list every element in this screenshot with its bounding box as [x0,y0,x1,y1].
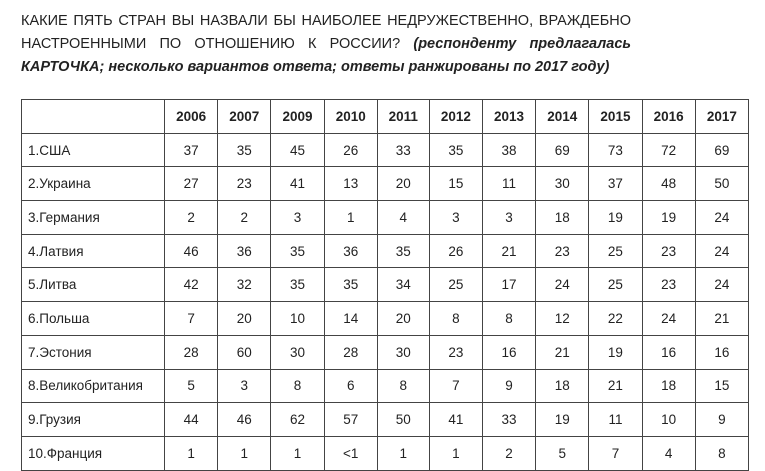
value-cell: 28 [165,335,218,369]
value-cell: 3 [271,201,324,235]
value-cell: 19 [589,201,642,235]
value-cell: 12 [536,302,589,336]
value-cell: 21 [589,369,642,403]
value-cell: 50 [377,403,429,437]
question-note: (респонденту предлагалась КАРТОЧКА; несколько вариантов ответа; ответы ранжированы по 2017 году) [21,36,631,75]
value-cell: 1 [271,436,324,470]
value-cell: 10 [271,302,324,336]
value-cell: 8 [271,369,324,403]
value-cell: 5 [536,436,589,470]
value-cell: 26 [324,133,377,167]
value-cell: 13 [324,167,377,201]
table-row [22,133,749,167]
value-cell: 11 [589,403,642,437]
value-cell: 9 [695,403,748,437]
value-cell: 21 [482,234,535,268]
year-header: 2015 [589,100,642,134]
value-cell: 1 [377,436,429,470]
value-cell: 2 [165,201,218,235]
country-cell: 2.Украина [22,167,165,201]
table-row [22,302,749,336]
value-cell: 69 [536,133,589,167]
value-cell: 41 [271,167,324,201]
value-cell: 15 [695,369,748,403]
value-cell: 46 [218,403,271,437]
value-cell: 19 [642,201,695,235]
table-row [22,234,749,268]
value-cell: 35 [324,268,377,302]
year-header: 2014 [536,100,589,134]
value-cell: 30 [377,335,429,369]
value-cell: 18 [642,369,695,403]
value-cell: 27 [165,167,218,201]
value-cell: 2 [482,436,535,470]
value-cell: 48 [642,167,695,201]
value-cell: 1 [324,201,377,235]
value-cell: 3 [482,201,535,235]
value-cell: 10 [642,403,695,437]
value-cell: 19 [589,335,642,369]
value-cell: 25 [589,268,642,302]
year-header: 2013 [482,100,535,134]
year-header: 2017 [695,100,748,134]
country-cell: 4.Латвия [22,234,165,268]
results-table [21,99,749,471]
value-cell: 35 [271,234,324,268]
year-header: 2007 [218,100,271,134]
value-cell: 24 [642,302,695,336]
year-header: 2009 [271,100,324,134]
value-cell: 21 [695,302,748,336]
survey-question [21,10,631,79]
value-cell: 24 [695,234,748,268]
country-cell: 8.Великобритания [22,369,165,403]
value-cell: 26 [429,234,482,268]
value-cell: 25 [429,268,482,302]
value-cell: 20 [377,302,429,336]
value-cell: 36 [324,234,377,268]
value-cell: 16 [482,335,535,369]
question-text: КАКИЕ ПЯТЬ СТРАН ВЫ НАЗВАЛИ БЫ НАИБОЛЕЕ НЕДРУЖЕСТВЕННО, ВРАЖДЕБНО НАСТРОЕННЫМИ ПО ОТНОШЕНИЮ К РОССИИ? [21,13,631,52]
value-cell: 23 [642,268,695,302]
value-cell: 8 [695,436,748,470]
value-cell: <1 [324,436,377,470]
year-header: 2016 [642,100,695,134]
value-cell: 22 [589,302,642,336]
country-cell: 6.Польша [22,302,165,336]
value-cell: 24 [536,268,589,302]
table-row [22,436,749,470]
value-cell: 33 [482,403,535,437]
table-row [22,369,749,403]
value-cell: 7 [165,302,218,336]
value-cell: 9 [482,369,535,403]
value-cell: 23 [642,234,695,268]
value-cell: 3 [429,201,482,235]
value-cell: 42 [165,268,218,302]
header-row [22,100,749,134]
value-cell: 14 [324,302,377,336]
value-cell: 57 [324,403,377,437]
country-cell: 5.Литва [22,268,165,302]
year-header: 2006 [165,100,218,134]
value-cell: 44 [165,403,218,437]
value-cell: 35 [429,133,482,167]
value-cell: 23 [218,167,271,201]
value-cell: 33 [377,133,429,167]
value-cell: 34 [377,268,429,302]
value-cell: 69 [695,133,748,167]
value-cell: 7 [429,369,482,403]
value-cell: 17 [482,268,535,302]
table-row [22,201,749,235]
value-cell: 28 [324,335,377,369]
value-cell: 11 [482,167,535,201]
value-cell: 36 [218,234,271,268]
value-cell: 18 [536,201,589,235]
value-cell: 20 [377,167,429,201]
value-cell: 37 [589,167,642,201]
table-row [22,167,749,201]
year-header: 2010 [324,100,377,134]
value-cell: 60 [218,335,271,369]
value-cell: 50 [695,167,748,201]
country-cell: 1.США [22,133,165,167]
country-cell: 9.Грузия [22,403,165,437]
value-cell: 1 [218,436,271,470]
value-cell: 24 [695,268,748,302]
value-cell: 72 [642,133,695,167]
value-cell: 3 [218,369,271,403]
value-cell: 16 [695,335,748,369]
value-cell: 23 [536,234,589,268]
table-row [22,403,749,437]
value-cell: 24 [695,201,748,235]
value-cell: 19 [536,403,589,437]
value-cell: 46 [165,234,218,268]
year-header: 2011 [377,100,429,134]
value-cell: 62 [271,403,324,437]
value-cell: 2 [218,201,271,235]
value-cell: 35 [377,234,429,268]
value-cell: 37 [165,133,218,167]
country-cell: 3.Германия [22,201,165,235]
value-cell: 73 [589,133,642,167]
country-cell: 10.Франция [22,436,165,470]
value-cell: 18 [536,369,589,403]
value-cell: 41 [429,403,482,437]
value-cell: 30 [536,167,589,201]
value-cell: 4 [377,201,429,235]
value-cell: 25 [589,234,642,268]
country-cell: 7.Эстония [22,335,165,369]
value-cell: 16 [642,335,695,369]
value-cell: 20 [218,302,271,336]
corner-cell [22,100,165,134]
value-cell: 38 [482,133,535,167]
value-cell: 6 [324,369,377,403]
table-row [22,268,749,302]
value-cell: 1 [165,436,218,470]
value-cell: 35 [271,268,324,302]
value-cell: 35 [218,133,271,167]
value-cell: 8 [429,302,482,336]
value-cell: 8 [377,369,429,403]
value-cell: 30 [271,335,324,369]
value-cell: 15 [429,167,482,201]
table-body [22,133,749,470]
value-cell: 5 [165,369,218,403]
value-cell: 32 [218,268,271,302]
table-row [22,335,749,369]
value-cell: 4 [642,436,695,470]
value-cell: 23 [429,335,482,369]
value-cell: 21 [536,335,589,369]
value-cell: 8 [482,302,535,336]
year-header: 2012 [429,100,482,134]
value-cell: 45 [271,133,324,167]
value-cell: 7 [589,436,642,470]
value-cell: 1 [429,436,482,470]
